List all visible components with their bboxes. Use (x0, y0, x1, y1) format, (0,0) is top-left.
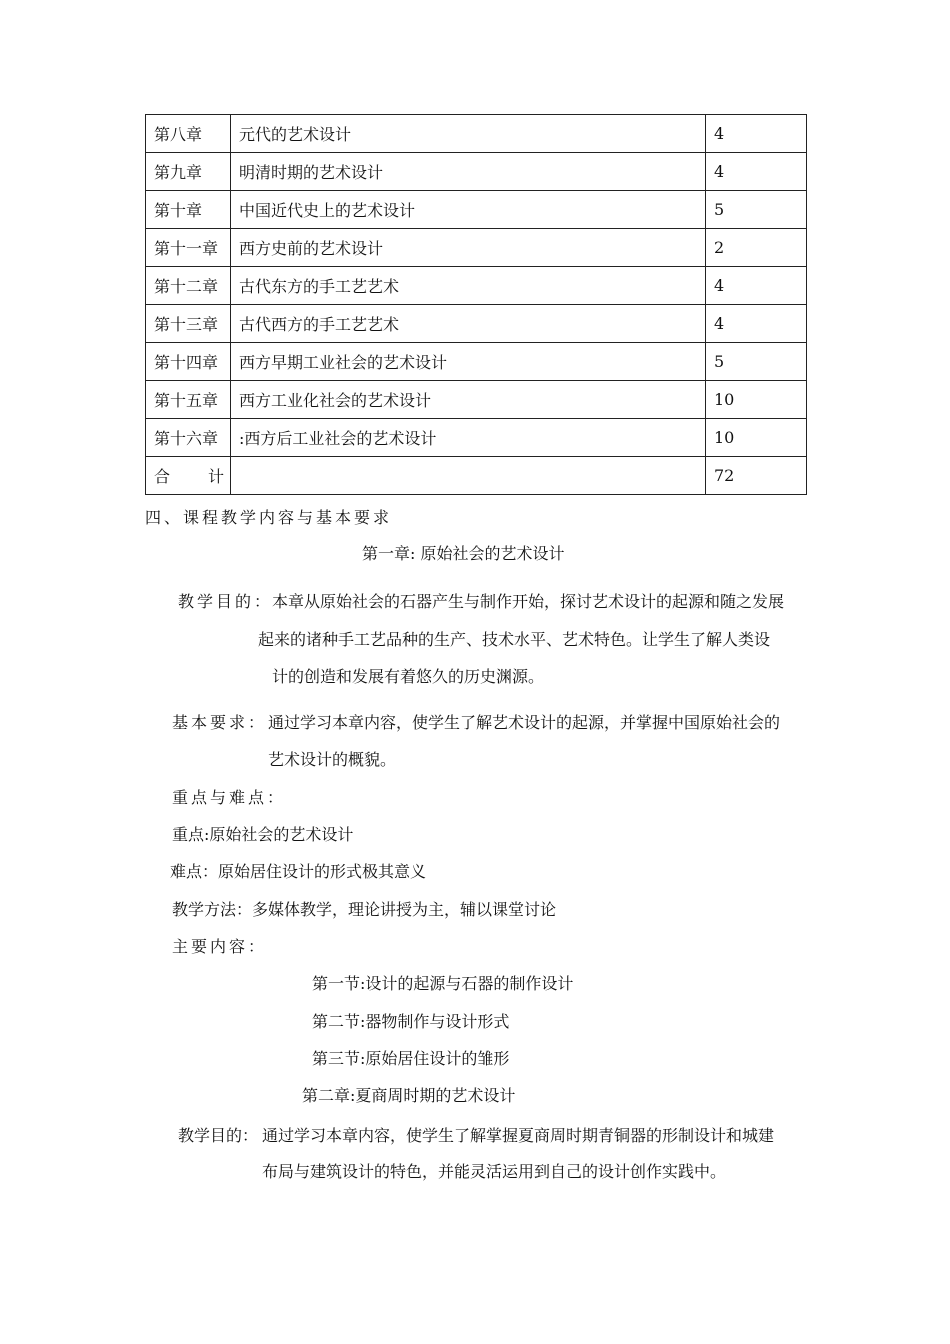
table-row (146, 419, 807, 457)
hours-cell: 5 (706, 191, 807, 229)
table-row (146, 267, 807, 305)
table-row (146, 305, 807, 343)
hours-cell: 4 (706, 115, 807, 153)
ch1-objective-label: 教学目的： (178, 592, 274, 611)
ch1-objective-line-2: 起来的诸种手工艺品种的生产、技术水平、艺术特色。让学生了解人类设 (258, 630, 771, 649)
hours-cell: 4 (706, 267, 807, 305)
chapter-cell: 第十五章 (146, 381, 231, 419)
chapter-cell: 第九章 (146, 153, 231, 191)
ch1-requirement-line-1: 通过学习本章内容，使学生了解艺术设计的起源，并掌握中国原始社会的 (268, 713, 781, 732)
chapter-cell: 第十三章 (146, 305, 231, 343)
chapter-cell: 第十一章 (146, 229, 231, 267)
title-cell: 古代东方的手工艺艺术 (231, 267, 706, 305)
total-label-cell (146, 457, 231, 495)
ch2-objective-line-2: 布局与建筑设计的特色，并能灵活运用到自己的设计创作实践中。 (262, 1162, 727, 1181)
total-label: 合 计 (154, 467, 224, 486)
hours-cell: 2 (706, 229, 807, 267)
chapter-cell: 第十二章 (146, 267, 231, 305)
chapter-cell: 第十六章 (146, 419, 231, 457)
chapter2-title: 第二章:夏商周时期的艺术设计 (302, 1086, 516, 1105)
title-cell: 元代的艺术设计 (231, 115, 706, 153)
ch1-section-1: 第一节:设计的起源与石器的制作设计 (312, 974, 574, 993)
hours-cell: 5 (706, 343, 807, 381)
table-total-row (146, 457, 807, 495)
ch2-objective-line-1: 通过学习本章内容，使学生了解掌握夏商周时期青铜器的形制设计和城建 (262, 1126, 775, 1145)
hours-cell: 4 (706, 153, 807, 191)
ch1-requirement-line-2: 艺术设计的概貌。 (268, 750, 397, 769)
total-hours-cell: 72 (706, 457, 807, 495)
chapter-cell: 第八章 (146, 115, 231, 153)
title-cell: 西方早期工业社会的艺术设计 (231, 343, 706, 381)
chapter-cell: 第十四章 (146, 343, 231, 381)
table-row (146, 191, 807, 229)
title-cell: 中国近代史上的艺术设计 (231, 191, 706, 229)
ch1-objective-line-3: 计的创造和发展有着悠久的历史渊源。 (272, 667, 545, 686)
table-row (146, 153, 807, 191)
ch1-section-2: 第二节:器物制作与设计形式 (312, 1012, 510, 1031)
ch1-difficult-point: 难点：原始居住设计的形式极其意义 (170, 862, 427, 881)
course-hours-table (145, 114, 807, 495)
hours-cell: 10 (706, 381, 807, 419)
ch1-key-difficult-heading: 重点与难点： (172, 788, 287, 807)
title-cell: :西方后工业社会的艺术设计 (231, 419, 706, 457)
title-cell: 古代西方的手工艺艺术 (231, 305, 706, 343)
title-cell: 西方工业化社会的艺术设计 (231, 381, 706, 419)
chapter1-title: 第一章: 原始社会的艺术设计 (362, 544, 565, 563)
ch1-objective-line-1: 本章从原始社会的石器产生与制作开始，探讨艺术设计的起源和随之发展 (272, 592, 785, 611)
total-empty-cell (231, 457, 706, 495)
ch1-key-point: 重点:原始社会的艺术设计 (172, 825, 354, 844)
chapter-cell: 第十章 (146, 191, 231, 229)
hours-cell: 4 (706, 305, 807, 343)
hours-cell: 10 (706, 419, 807, 457)
ch2-objective-label: 教学目的： (178, 1126, 259, 1145)
ch1-requirement-label: 基本要求： (172, 713, 268, 732)
table-row (146, 343, 807, 381)
table-row (146, 381, 807, 419)
table-row (146, 229, 807, 267)
ch1-section-3: 第三节:原始居住设计的雏形 (312, 1049, 510, 1068)
table-row (146, 115, 807, 153)
ch1-teaching-method: 教学方法：多媒体教学，理论讲授为主，辅以课堂讨论 (172, 900, 557, 919)
section-heading: 四、课程教学内容与基本要求 (145, 508, 393, 527)
title-cell: 西方史前的艺术设计 (231, 229, 706, 267)
title-cell: 明清时期的艺术设计 (231, 153, 706, 191)
ch1-content-label: 主要内容： (172, 937, 268, 956)
